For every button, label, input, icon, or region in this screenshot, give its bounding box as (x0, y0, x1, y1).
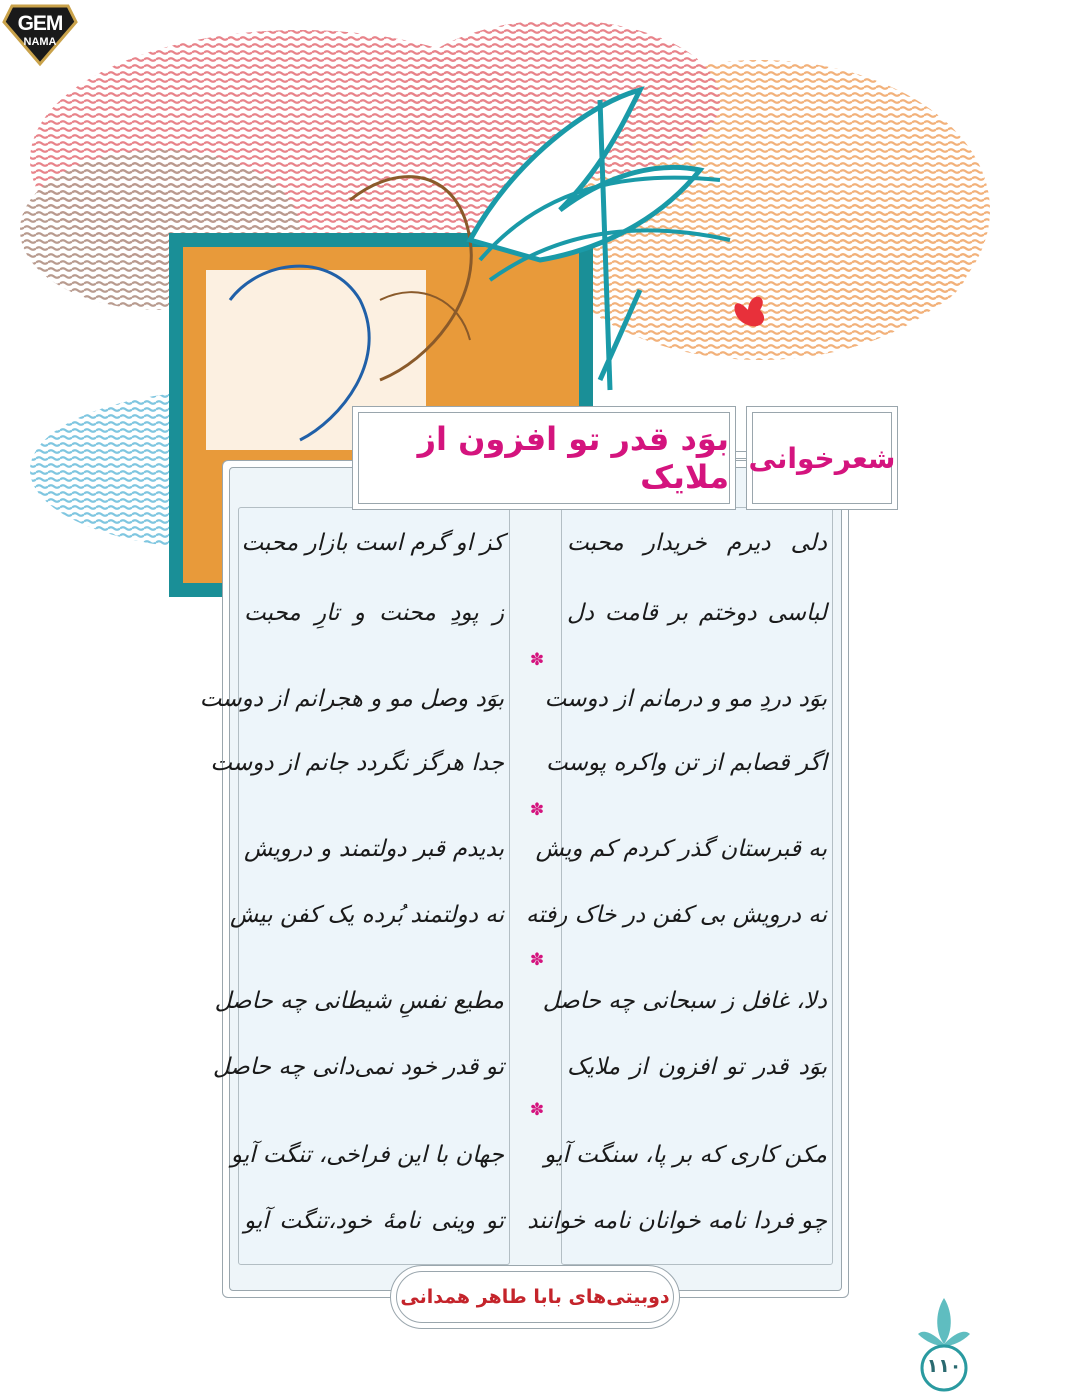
verse-left-2: ز پودِ محنت و تارِ محبت (244, 600, 504, 626)
verse-right-10: چو فردا نامه خوانان نامه خوانند (527, 1208, 827, 1234)
verse-left-3: بوَد وصل مو و هجرانم از دوست (199, 686, 504, 712)
poem-source-text: دوبیتی‌های بابا طاهر همدانی (396, 1271, 674, 1323)
section-tag (746, 406, 898, 510)
poem-title (352, 406, 736, 510)
section-tag-label: شعرخوانی (752, 412, 892, 504)
verse-right-7: دلا، غافل ز سبحانی چه حاصل (542, 988, 827, 1014)
verse-right-6: نه درویش بی کفن در خاک رفته (526, 902, 827, 928)
gemnama-logo (2, 2, 78, 66)
verse-right-5: به قبرستان گذر کردم کم ویش (535, 836, 827, 862)
stanza-separator-icon: ✽ (529, 800, 545, 820)
stanza-separator-icon: ✽ (529, 1100, 545, 1120)
verse-right-9: مکن کاری که بر پا، سنگت آیو (544, 1142, 827, 1168)
verse-right-4: اگر قصابم از تن واکره پوست (546, 750, 827, 776)
verse-left-10: تو وینی نامهٔ خود،تنگت آیو (244, 1208, 504, 1234)
verse-right-3: بوَد دردِ مو و درمانم از دوست (544, 686, 827, 712)
stanza-separator-icon: ✽ (529, 950, 545, 970)
verse-left-9: جهان با این فراخی، تنگت آیو (230, 1142, 504, 1168)
verse-right-1: دلی دیرم خریدار محبت (567, 530, 827, 556)
verse-left-5: بدیدم قبر دولتمند و درویش (244, 836, 504, 862)
poem-source-badge (390, 1265, 680, 1329)
poem-title-text: بوَد قدر تو افزون از ملایک (358, 412, 730, 504)
verse-left-6: نه دولتمند بُرده یک کفن بیش (229, 902, 504, 928)
verse-right-8: بوَد قدر تو افزون از ملایک (567, 1054, 827, 1080)
verse-left-7: مطیع نفسِ شیطانی چه حاصل (214, 988, 504, 1014)
verse-left-4: جدا هرگز نگردد جانم از دوست (210, 750, 504, 776)
logo-text-nama: NAMA (23, 36, 57, 48)
verse-left-1: کز او گرم است بازار محبت (241, 530, 504, 556)
verse-left-8: تو قدر خود نمی‌دانی چه حاصل (212, 1054, 504, 1080)
page-number: ۱۱۰ (926, 1355, 962, 1377)
logo-text-gem: GEM (17, 12, 63, 35)
title-connector (736, 451, 746, 459)
verse-right-2: لباسی دوختم بر قامت دل (567, 600, 827, 626)
stanza-separator-icon: ✽ (529, 650, 545, 670)
